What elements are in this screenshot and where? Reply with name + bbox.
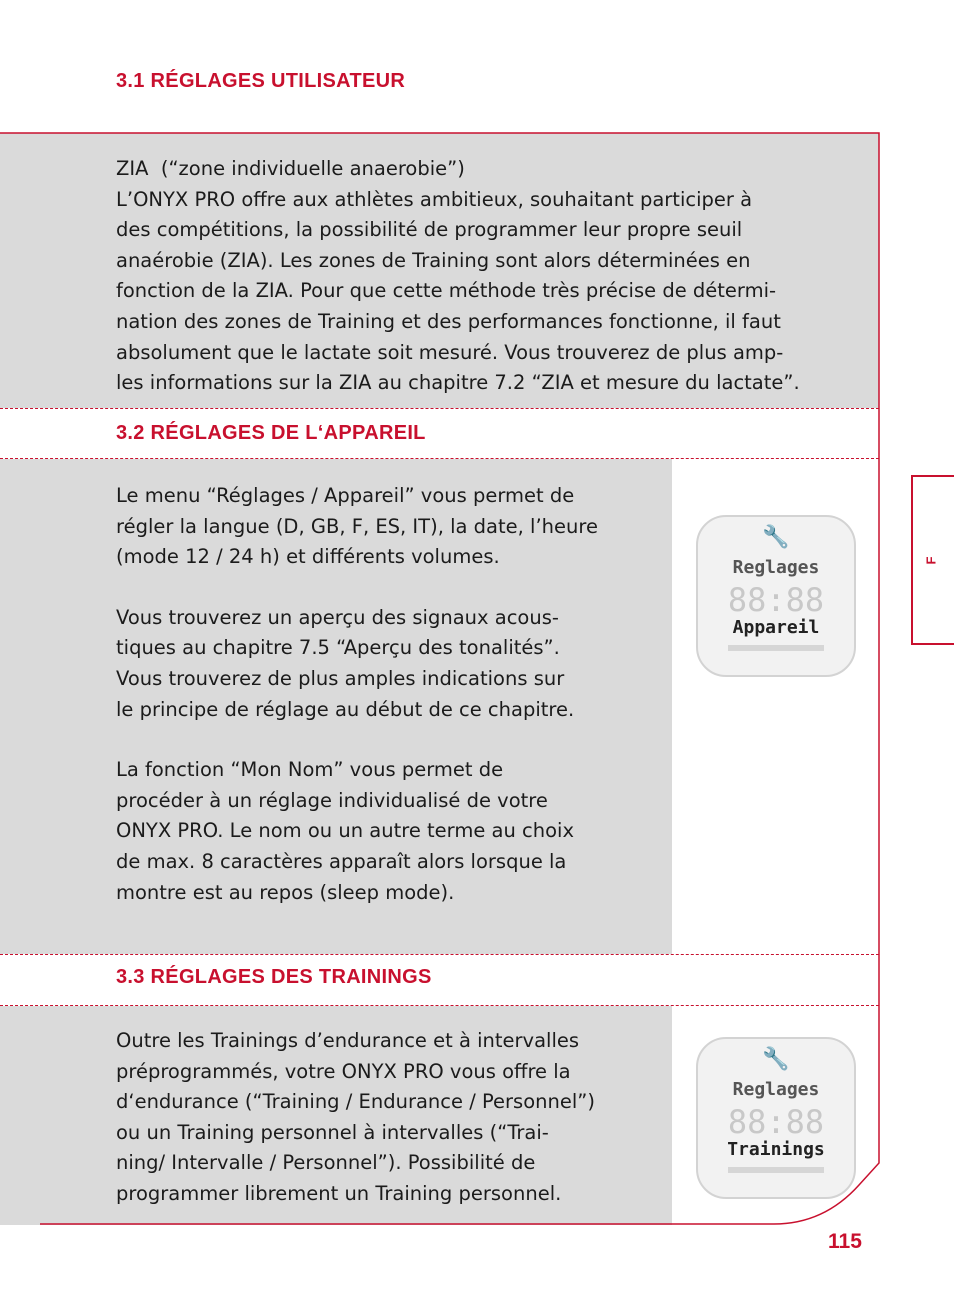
text-line: anaérobie (ZIA). Les zones de Training sont alors déterminées en (116, 248, 751, 272)
watch-bottom-label: Trainings (727, 1139, 825, 1160)
section-heading-training-settings: 3.3 RÉGLAGES DES TRAININGS (116, 966, 432, 988)
text-line: absolument que le lactate soit mesuré. Vous trouverez de plus amp- (116, 340, 784, 364)
text-line: les informations sur la ZIA au chapitre 7.2 “ZIA et mesure du lactate”. (116, 371, 800, 395)
section-text-training-settings (116, 1026, 595, 1210)
watch-top-label: Reglages (732, 557, 820, 578)
section-heading-device-settings: 3.2 RÉGLAGES DE L‘APPAREIL (116, 422, 426, 444)
watch-bar (728, 1167, 824, 1173)
paragraph: Le menu “Réglages / Appareil” vous permet de régler la langue (D, GB, F, ES, IT), la date, l’heure (mode 12 / 24 h) et différents volumes. (116, 484, 598, 569)
text-line: ZIA (“zone individuelle anaerobie”) (116, 157, 465, 180)
language-tab-label: F (923, 556, 939, 565)
section-divider (0, 954, 879, 955)
paragraph: La fonction “Mon Nom” vous permet de procéder à un réglage individualisé de votre ONYX PRO. Le nom ou un autre terme au choix de max. 8 caractères apparaît alors lorsque la montre est au repos (sleep mode). (116, 758, 574, 904)
watch-display-device (696, 515, 856, 677)
text-line: L’ONYX PRO offre aux athlètes ambitieux, souhaitant participer à (116, 187, 753, 211)
wrench-icon: 🔧 (762, 1047, 790, 1072)
text-line: nation des zones de Training et des performances fonctionne, il faut (116, 309, 781, 333)
watch-bar (728, 645, 824, 651)
page-number: 115 (828, 1230, 862, 1253)
watch-digits: 88:88 (727, 1103, 825, 1141)
paragraph: Outre les Trainings d’endurance et à intervalles préprogrammés, votre ONYX PRO vous offre la d‘endurance (“Training / Endurance / Personnel”) ou un Training personnel à intervalles (“Trai- ning/ Intervalle / Personnel”). Possibilité de programmer librement un Training personnel. (116, 1029, 595, 1205)
language-tab (911, 475, 954, 645)
watch-display-training (696, 1037, 856, 1199)
wrench-icon: 🔧 (762, 525, 790, 550)
section-divider (0, 408, 879, 409)
section-heading-user-settings: 3.1 RÉGLAGES UTILISATEUR (116, 70, 406, 92)
section-text-device-settings (116, 481, 598, 908)
section-text-user-settings (116, 154, 800, 399)
text-line: fonction de la ZIA. Pour que cette méthode très précise de détermi- (116, 279, 777, 303)
text-line: des compétitions, la possibilité de programmer leur propre seuil (116, 218, 743, 242)
watch-digits: 88:88 (727, 581, 825, 619)
watch-top-label: Reglages (732, 1079, 820, 1100)
paragraph: Vous trouverez un aperçu des signaux acous- tiques au chapitre 7.5 “Aperçu des tonalités”. Vous trouverez de plus amples indications sur le principe de réglage au début de ce chapitre. (116, 605, 575, 721)
watch-bottom-label: Appareil (732, 617, 820, 638)
